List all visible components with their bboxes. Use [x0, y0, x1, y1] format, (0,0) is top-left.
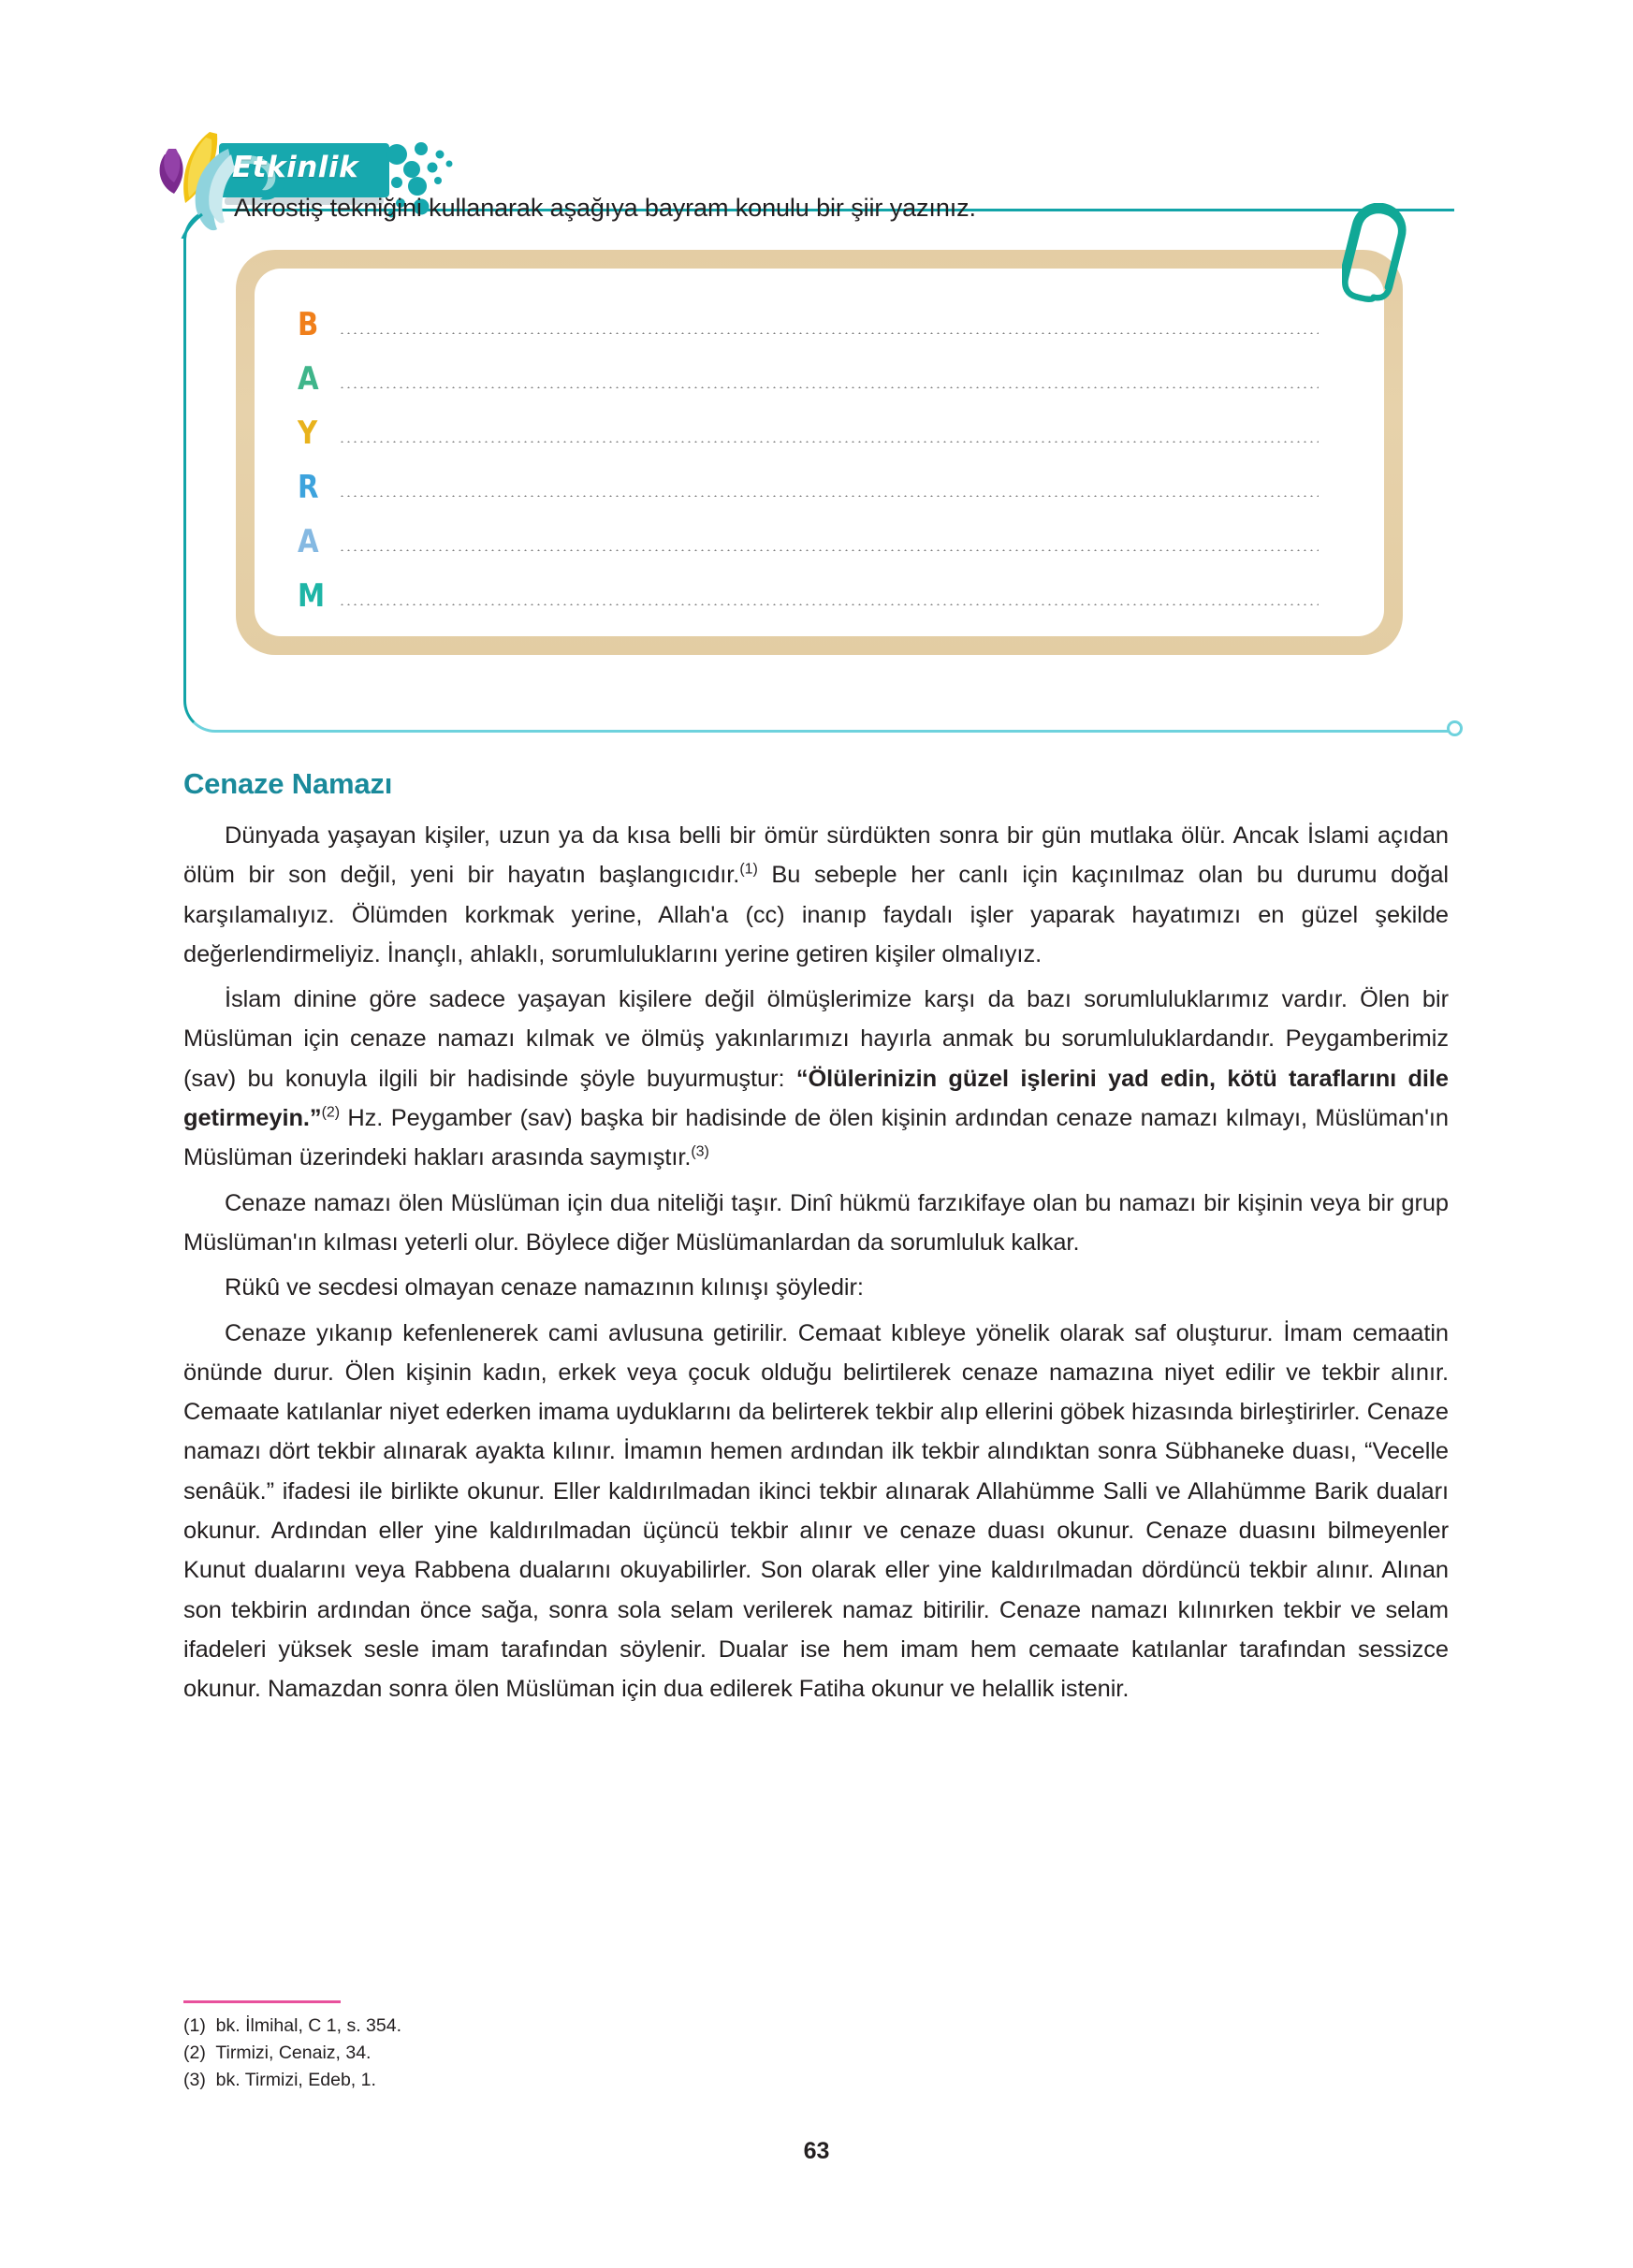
page-number: 63 — [803, 2138, 830, 2164]
acrostic-dotted-line[interactable] — [339, 386, 1319, 388]
paragraph: Dünyada yaşayan kişiler, uzun ya da kısa belli bir ömür sürdükten sonra bir gün mutlaka ölür. Ancak İslami açıdan ölüm bir son değil, yeni bir hayatın başlangıcıdır.$^{(1)}$ Bu sebeple her canlı için kaçınılmaz olan bu durumu doğal karşılamalıyız. Ölümden korkmak yerine, Allah'a (cc) inanıp faydalı işler yaparak hayatımızı en güzel şekilde değerlendirmeliyiz. İnançlı, ahlaklı, sorumluluklarını yerine getiren kişiler olmalıyız. — [183, 822, 1449, 967]
acrostic-letter-b: B — [298, 306, 319, 343]
footnote-item: (2) Tirmizi, Cenaiz, 34. — [183, 2043, 372, 2063]
activity-instruction: Akrostiş tekniğini kullanarak aşağıya bayram konulu bir şiir yazınız. — [234, 194, 976, 222]
acrostic-letter-r: R — [298, 469, 319, 506]
acrostic-dotted-line[interactable] — [339, 332, 1319, 334]
acrostic-dotted-line[interactable] — [339, 549, 1319, 551]
acrostic-row[interactable] — [298, 514, 1319, 558]
acrostic-card — [236, 250, 1403, 655]
section-heading: Cenaze Namazı — [183, 767, 393, 800]
acrostic-letter-a1: A — [298, 360, 319, 398]
etkinlik-badge-label: Etkinlik — [232, 151, 359, 184]
acrostic-dotted-line[interactable] — [339, 441, 1319, 443]
footnotes — [183, 2000, 838, 2094]
acrostic-dotted-line[interactable] — [339, 495, 1319, 497]
footnote-item: (3) bk. Tirmizi, Edeb, 1. — [183, 2070, 376, 2090]
bracket-end-dot-icon — [1447, 720, 1463, 736]
acrostic-row[interactable] — [298, 297, 1319, 341]
footnote-item: (1) bk. İlmihal, C 1, s. 354. — [183, 2015, 402, 2036]
acrostic-writing-area[interactable] — [255, 269, 1384, 636]
paragraph: Rükû ve secdesi olmayan cenaze namazının kılınışı şöyledir: — [225, 1274, 864, 1301]
paperclip-icon — [1342, 203, 1409, 313]
paragraph: Cenaze namazı ölen Müslüman için dua niteliği taşır. Dinî hükmü farzıkifaye olan bu namazı bir kişinin veya bir grup Müslüman'ın kılması yeterli olur. Böylece diğer Müslümanlardan da sorumluluk kalkar. — [183, 1189, 1449, 1256]
activity-section — [183, 151, 1465, 749]
acrostic-row[interactable] — [298, 405, 1319, 452]
acrostic-letter-y: Y — [298, 414, 318, 452]
acrostic-row[interactable] — [298, 351, 1319, 398]
acrostic-row[interactable] — [298, 459, 1319, 506]
acrostic-row[interactable] — [298, 568, 1319, 615]
footnote-separator — [183, 2000, 341, 2003]
article-body — [183, 767, 1449, 1715]
acrostic-letter-a2: A — [298, 523, 319, 560]
paragraph: Cenaze yıkanıp kefenlenerek cami avlusuna getirilir. Cemaat kıbleye yönelik olarak saf oluşturur. İmam cemaatin önünde durur. Ölen kişinin kadın, erkek veya çocuk olduğu belirtilerek cenaze namazına niyet edilir ve tekbir alınır. Cemaate katılanlar niyet ederken imama uyduklarını da belirterek tekbir alıp ellerini göbek hizasında birleştirirler. Cenaze namazı dört tekbir alınarak ayakta kılınır. İmamın hemen ardından ilk tekbir alındıktan sonra Sübhaneke duası, “Vecelle senâük.” ifadesi ile birlikte okunur. Eller kaldırılmadan ikinci tekbir alınarak Allahümme Salli ve Allahümme Barik duaları okunur. Ardından eller yine kaldırılmadan üçüncü tekbir alınır ve cenaze duası okunur. Cenaze duasını bilmeyenler Kunut dualarını veya Rabbena dualarını okuyabilirler. Son olarak eller yine kaldırılmadan dördüncü tekbir alınır. Alınan son tekbirin ardından önce sağa, sonra sola selam verilerek namaz bitirilir. Cenaze namazı kılınırken tekbir ve selam ifadeleri yüksek sesle imam tarafından söylenir. Dualar ise hem imam hem cemaate katılanlar tarafından sessizce okunur. Namazdan sonra ölen Müslüman için dua edilerek Fatiha okunur ve helallik istenir. — [183, 1319, 1449, 1703]
acrostic-dotted-line[interactable] — [339, 603, 1319, 605]
paragraph: İslam dinine göre sadece yaşayan kişilere değil ölmüşlerimize karşı da bazı sorumluluklarımız vardır. Ölen bir Müslüman için cenaze namazı kılmak ve ölmüş yakınlarımızı hayırla anmak bu sorumluluklardandır. Peygamberimiz (sav) bu konuyla ilgili bir hadisinde şöyle buyurmuştur: “Ölülerinizin güzel işlerini yad edin, kötü taraflarını dile getirmeyin.”$^{(2)}$ Hz. Peygamber (sav) başka bir hadisinde de ölen kişinin ardından cenaze namazı kılmayı, Müslüman'ın Müslüman üzerindeki hakları arasında saymıştır.$^{(3)}$ — [183, 986, 1450, 1171]
acrostic-letter-m: M — [298, 577, 326, 615]
